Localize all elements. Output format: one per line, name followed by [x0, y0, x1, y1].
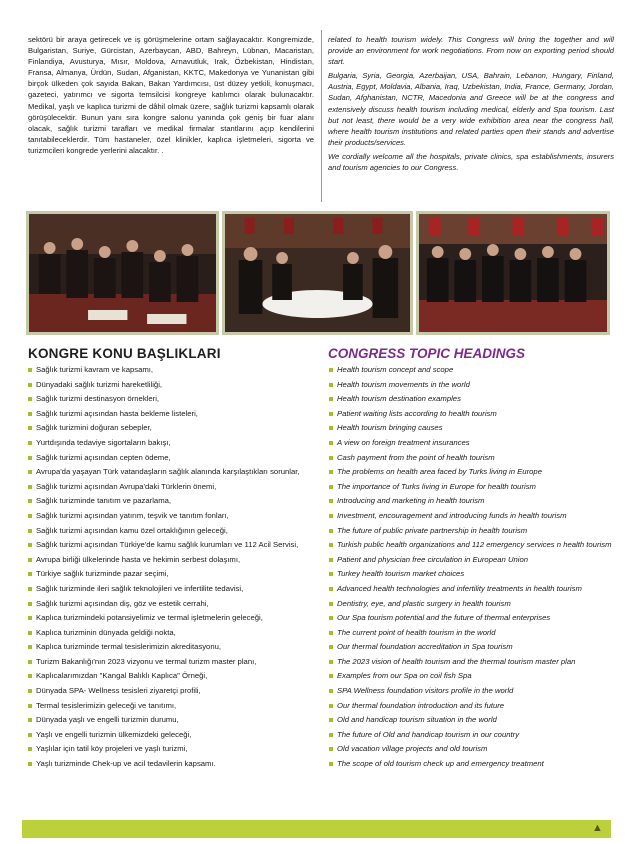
topic-item: Health tourism movements in the world: [327, 380, 615, 390]
topic-item: Kaplıca turizminde termal tesislerimizin akreditasyonu,: [26, 642, 314, 652]
paragraph: We cordially welcome all the hospitals, private clinics, spa establishments, insurers and tourism agencies to our Congress.: [328, 151, 614, 173]
topic-item: Our thermal foundation introduction and its future: [327, 701, 615, 711]
topic-item: Investment, encouragement and introducing funds in health tourism: [327, 511, 615, 521]
topic-item: Health tourism concept and scope: [327, 365, 615, 375]
topic-item: The scope of old tourism check up and emergency treatment: [327, 759, 615, 769]
topic-item: Old vacation village projects and old tourism: [327, 744, 615, 754]
topic-item: Advanced health technologies and infertility treatments in health tourism: [327, 584, 615, 594]
topic-item: The problems on health area faced by Turks living in Europe: [327, 467, 615, 477]
topic-item: SPA Wellness foundation visitors profile in the world: [327, 686, 615, 696]
topic-heading-english: CONGRESS TOPIC HEADINGS: [328, 346, 526, 361]
topic-item: Cash payment from the point of health tourism: [327, 453, 615, 463]
topic-item: Sağlık turizmi açısından Türkiye'de kamu sağlık kurumları ve 112 Acil Servisi,: [26, 540, 314, 550]
topic-item: Introducing and marketing in health tourism: [327, 496, 615, 506]
congress-photo-front-row: [416, 211, 610, 335]
topic-item: Sağlık turizmi açısından Avrupa'daki Türklerin önemi,: [26, 482, 314, 492]
congress-photo-audience: [26, 211, 219, 335]
paragraph: Bulgaria, Syria, Georgia, Azerbaijan, USA, Bahrain, Lebanon, Hungary, Finland, Austria, Egypt, Moldavia, Albania, Iraq, Uzbekistan, India, France, Germany, Jordan, Sudan, Afghanistan, NCTR, Macedonia and Greece will be at the congress and extensively discuss health tourism including medical, elderly and Spa tourism. Last but not least, there would be a very wide exhibition area near the congress hall, where health tourism institutions and related parties open their stands and advertise their products/services.: [328, 71, 614, 147]
topic-item: Our thermal foundation accreditation in Spa tourism: [327, 642, 615, 652]
topic-item: Sağlık turizminde tanıtım ve pazarlama,: [26, 496, 314, 506]
topic-item: The future of Old and handicap tourism in our country: [327, 730, 615, 740]
topic-item: Sağlık turizmi destinasyon örnekleri,: [26, 394, 314, 404]
topic-item: Turkish public health organizations and 112 emergency services n health tourism: [327, 540, 615, 550]
topic-item: Our Spa tourism potential and the future of thermal enterprises: [327, 613, 615, 623]
topic-item: Sağlık turizmi açısından kamu özel ortaklığının geleceği,: [26, 526, 314, 536]
topic-item: Sağlık turizmi açısından cepten ödeme,: [26, 453, 314, 463]
paragraph: related to health tourism widely. This Congress will bring the together and will provide an environment for work negotiations. From now on exporting period should start.: [328, 35, 614, 67]
topic-item: The current point of health tourism in the world: [327, 628, 615, 638]
topic-item: Yaşlı turizminde Chek-up ve acil tedavilerin kapsamı.: [26, 759, 314, 769]
topic-item: Yaşlılar için tatil köy projeleri ve yaşlı turizmi,: [26, 744, 314, 754]
topic-item: Avrupa'da yaşayan Türk vatandaşların sağlık alanında karşılaştıkları sorunlar,: [26, 467, 314, 477]
topic-item: Turkey health tourism market choices: [327, 569, 615, 579]
footer-bar: [22, 820, 611, 838]
topic-item: Sağlık turizmi kavram ve kapsamı,: [26, 365, 314, 375]
topic-item: Turizm Bakanlığı'nın 2023 vizyonu ve termal turizm master planı,: [26, 657, 314, 667]
topic-item: Sağlık turizmi açısından diş, göz ve estetik cerrahi,: [26, 599, 314, 609]
topic-list-turkish: [26, 365, 314, 774]
topic-item: Yaşlı ve engelli turizmin ülkemizdeki geleceği,: [26, 730, 314, 740]
topic-item: Yurtdışında tedaviye sigortaların bakışı,: [26, 438, 314, 448]
page-marker-icon: ▲: [592, 822, 603, 834]
topic-item: Sağlık turizminde ileri sağlık teknolojileri ve infertilite tedavisi,: [26, 584, 314, 594]
topic-item: Examples from our Spa on coil fish Spa: [327, 671, 615, 681]
topic-item: The future of public private partnership in health tourism: [327, 526, 615, 536]
topic-list-english: [327, 365, 615, 774]
topic-item: Patient and physician free circulation in European Union: [327, 555, 615, 565]
topic-item: The 2023 vision of health tourism and the thermal tourism master plan: [327, 657, 615, 667]
topic-item: Health tourism destination examples: [327, 394, 615, 404]
paragraph: sektörü bir araya getirecek ve iş görüşmelerine ortam sağlayacaktır. Kongremizde, Bulgaristan, Suriye, Gürcistan, Azerbaycan, ABD, Bahreyn, Lübnan, Macaristan, Finlandiya, Avusturya, Mısır, Moldova, Arnavutluk, Irak, Özbekistan, Hindistan, Fransa, Almanya, Ürdün, Sudan, Afganistan, KKTC, Makedonya ve Yunanistan gibi birçok ülkeden çok sayıda Bakan, Bakan Yardımcısı, üst düzey yetkili, konuşmacı, gazeteci, yatırımcı ve sigorta temsilcisi kongreye katılımcı olarak bulunacaktır. Medikal, yaşlı ve kaplıca turizmi de dâhil olmak üzere, sağlık turizmi kapsamlı olarak görüşülecektir. Bunun yanı sıra kongre salonu yanında çok geniş bir fuar alanı olacak, sağlık turizmi tarafları ve medikal firmalar stantlarını açıp kendilerini tanıtabileceklerdir. Tüm hastaneler, özel klinikler, kaplıca işletmeleri, sigorta ve turizmcileri kongrede yerlerini alacaktır. .: [28, 35, 314, 155]
topic-item: Dentistry, eye, and plastic surgery in health tourism: [327, 599, 615, 609]
topic-item: Kaplıca turizmindeki potansiyelimiz ve termal işletmelerin geleceği,: [26, 613, 314, 623]
topic-item: Health tourism bringing causes: [327, 423, 615, 433]
topic-item: Sağlık turizmi açısından hasta bekleme listeleri,: [26, 409, 314, 419]
topic-item: Türkiye sağlık turizminde pazar seçimi,: [26, 569, 314, 579]
topic-item: Avrupa birliği ülkelerinde hasta ve hekimin serbest dolaşımı,: [26, 555, 314, 565]
congress-photo-dinner: [222, 211, 413, 335]
topic-item: The importance of Turks living in Europe for health tourism: [327, 482, 615, 492]
topic-item: Kaplıcalarımızdan "Kangal Balıklı Kaplıca" Örneği,: [26, 671, 314, 681]
topic-heading-turkish: KONGRE KONU BAŞLIKLARI: [28, 346, 221, 361]
topic-item: Dünyadaki sağlık turizmi hareketliliği,: [26, 380, 314, 390]
intro-text-english: [328, 34, 614, 176]
topic-item: Dünyada yaşlı ve engelli turizmin durumu,: [26, 715, 314, 725]
topic-item: Old and handicap tourism situation in the world: [327, 715, 615, 725]
topic-item: Dünyada SPA- Wellness tesisleri ziyaretçi profili,: [26, 686, 314, 696]
topic-item: Kaplıca turizminin dünyada geldiği nokta,: [26, 628, 314, 638]
column-divider: [321, 30, 322, 202]
topic-item: Sağlık turizmini doğuran sebepler,: [26, 423, 314, 433]
topic-item: Termal tesislerimizin geleceği ve tanıtımı,: [26, 701, 314, 711]
topic-item: Patient waiting lists according to health tourism: [327, 409, 615, 419]
topic-item: A view on foreign treatment insurances: [327, 438, 615, 448]
topic-item: Sağlık turizmi açısından yatırım, teşvik ve tanıtım fonları,: [26, 511, 314, 521]
intro-text-turkish: [28, 34, 314, 159]
